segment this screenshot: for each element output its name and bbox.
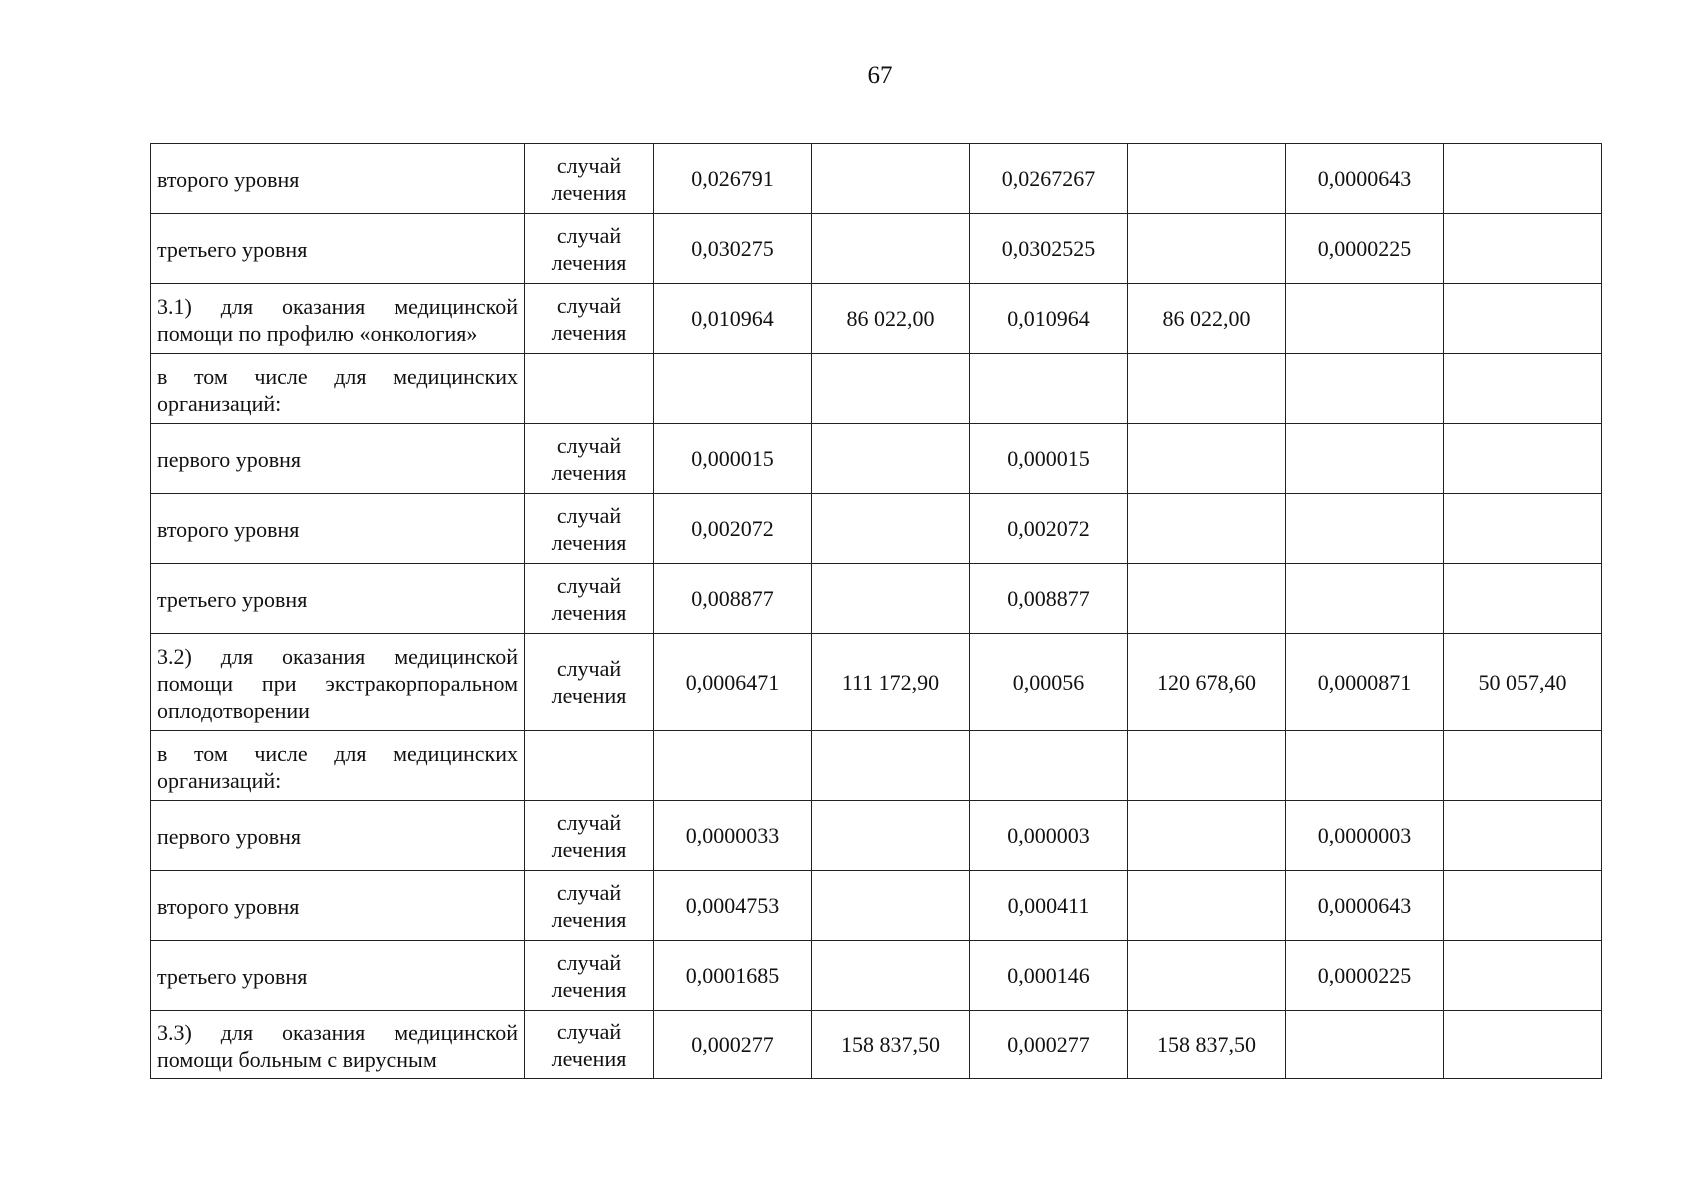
row-unit: случай лечения (525, 284, 654, 354)
row-unit: случай лечения (525, 494, 654, 564)
row-label: 3.1) для оказания медицинской помощи по профилю «онкология» (151, 284, 525, 354)
cell-value (1128, 564, 1286, 634)
cell-value: 86 022,00 (812, 284, 970, 354)
cell-value (1444, 1011, 1602, 1079)
row-unit (525, 354, 654, 424)
row-unit (525, 731, 654, 801)
cell-value (1128, 871, 1286, 941)
row-label: первого уровня (151, 424, 525, 494)
cell-value (1128, 941, 1286, 1011)
row-label: первого уровня (151, 801, 525, 871)
cell-value: 0,000146 (970, 941, 1128, 1011)
row-label: 3.3) для оказания медицинской помощи больным с вирусным (151, 1011, 525, 1079)
cell-value: 0,0004753 (654, 871, 812, 941)
cell-value: 0,000277 (970, 1011, 1128, 1079)
cell-value (1444, 424, 1602, 494)
cell-value: 0,0001685 (654, 941, 812, 1011)
cell-value: 120 678,60 (1128, 634, 1286, 731)
cell-value: 86 022,00 (1128, 284, 1286, 354)
table-row (151, 1011, 1602, 1079)
table-row (151, 564, 1602, 634)
table-row (151, 871, 1602, 941)
cell-value: 0,000003 (970, 801, 1128, 871)
data-table (150, 143, 1602, 1079)
cell-value: 0,026791 (654, 144, 812, 214)
cell-value: 0,0000033 (654, 801, 812, 871)
cell-value (1444, 941, 1602, 1011)
row-unit: случай лечения (525, 634, 654, 731)
row-label: второго уровня (151, 871, 525, 941)
row-label: третьего уровня (151, 214, 525, 284)
row-label: в том числе для медицинских организаций: (151, 731, 525, 801)
cell-value: 111 172,90 (812, 634, 970, 731)
cell-value (812, 424, 970, 494)
cell-value (812, 354, 970, 424)
cell-value: 0,010964 (970, 284, 1128, 354)
row-unit: случай лечения (525, 214, 654, 284)
cell-value: 0,010964 (654, 284, 812, 354)
table-row (151, 941, 1602, 1011)
cell-value (812, 214, 970, 284)
cell-value (1444, 731, 1602, 801)
cell-value (812, 801, 970, 871)
cell-value (1286, 424, 1444, 494)
cell-value: 0,0000225 (1286, 214, 1444, 284)
table-row (151, 801, 1602, 871)
row-label: в том числе для медицинских организаций: (151, 354, 525, 424)
row-label: третьего уровня (151, 564, 525, 634)
cell-value: 0,008877 (970, 564, 1128, 634)
cell-value (1286, 494, 1444, 564)
cell-value (812, 564, 970, 634)
table-row (151, 144, 1602, 214)
cell-value: 158 837,50 (1128, 1011, 1286, 1079)
table-row (151, 284, 1602, 354)
row-unit: случай лечения (525, 871, 654, 941)
cell-value (1128, 494, 1286, 564)
cell-value: 0,002072 (654, 494, 812, 564)
cell-value (1286, 731, 1444, 801)
cell-value (1444, 214, 1602, 284)
page-number: 67 (867, 62, 893, 89)
cell-value (1128, 214, 1286, 284)
row-unit: случай лечения (525, 941, 654, 1011)
cell-value (1444, 144, 1602, 214)
table-row (151, 214, 1602, 284)
cell-value (1286, 284, 1444, 354)
cell-value: 0,008877 (654, 564, 812, 634)
table-row (151, 424, 1602, 494)
cell-value (812, 144, 970, 214)
cell-value (1444, 494, 1602, 564)
table-row (151, 354, 1602, 424)
row-label: 3.2) для оказания медицинской помощи при экстракорпоральном оплодотворении (151, 634, 525, 731)
cell-value (812, 871, 970, 941)
row-label: второго уровня (151, 494, 525, 564)
cell-value (654, 354, 812, 424)
cell-value: 0,00056 (970, 634, 1128, 731)
cell-value (1444, 871, 1602, 941)
cell-value: 0,0000643 (1286, 871, 1444, 941)
table-row (151, 731, 1602, 801)
table-row (151, 494, 1602, 564)
cell-value: 0,002072 (970, 494, 1128, 564)
cell-value (1128, 354, 1286, 424)
row-unit: случай лечения (525, 424, 654, 494)
cell-value (1128, 731, 1286, 801)
cell-value (1128, 424, 1286, 494)
cell-value: 0,0000871 (1286, 634, 1444, 731)
table-row (151, 634, 1602, 731)
cell-value (1128, 144, 1286, 214)
cell-value (654, 731, 812, 801)
cell-value (812, 494, 970, 564)
cell-value: 0,030275 (654, 214, 812, 284)
cell-value (970, 731, 1128, 801)
cell-value (1444, 564, 1602, 634)
cell-value (812, 731, 970, 801)
cell-value (1286, 1011, 1444, 1079)
cell-value: 0,000277 (654, 1011, 812, 1079)
cell-value: 0,0000643 (1286, 144, 1444, 214)
row-unit: случай лечения (525, 801, 654, 871)
cell-value (812, 941, 970, 1011)
cell-value: 0,000015 (970, 424, 1128, 494)
cell-value: 0,0302525 (970, 214, 1128, 284)
cell-value: 0,0006471 (654, 634, 812, 731)
row-label: третьего уровня (151, 941, 525, 1011)
cell-value (1128, 801, 1286, 871)
cell-value (970, 354, 1128, 424)
cell-value: 0,0000225 (1286, 941, 1444, 1011)
cell-value: 50 057,40 (1444, 634, 1602, 731)
row-unit: случай лечения (525, 144, 654, 214)
row-unit: случай лечения (525, 564, 654, 634)
cell-value (1444, 284, 1602, 354)
cell-value (1444, 801, 1602, 871)
cell-value (1286, 564, 1444, 634)
row-unit: случай лечения (525, 1011, 654, 1079)
cell-value (1444, 354, 1602, 424)
cell-value: 0,0267267 (970, 144, 1128, 214)
cell-value: 0,000015 (654, 424, 812, 494)
cell-value: 0,0000003 (1286, 801, 1444, 871)
row-label: второго уровня (151, 144, 525, 214)
cell-value: 0,000411 (970, 871, 1128, 941)
cell-value (1286, 354, 1444, 424)
cell-value: 158 837,50 (812, 1011, 970, 1079)
